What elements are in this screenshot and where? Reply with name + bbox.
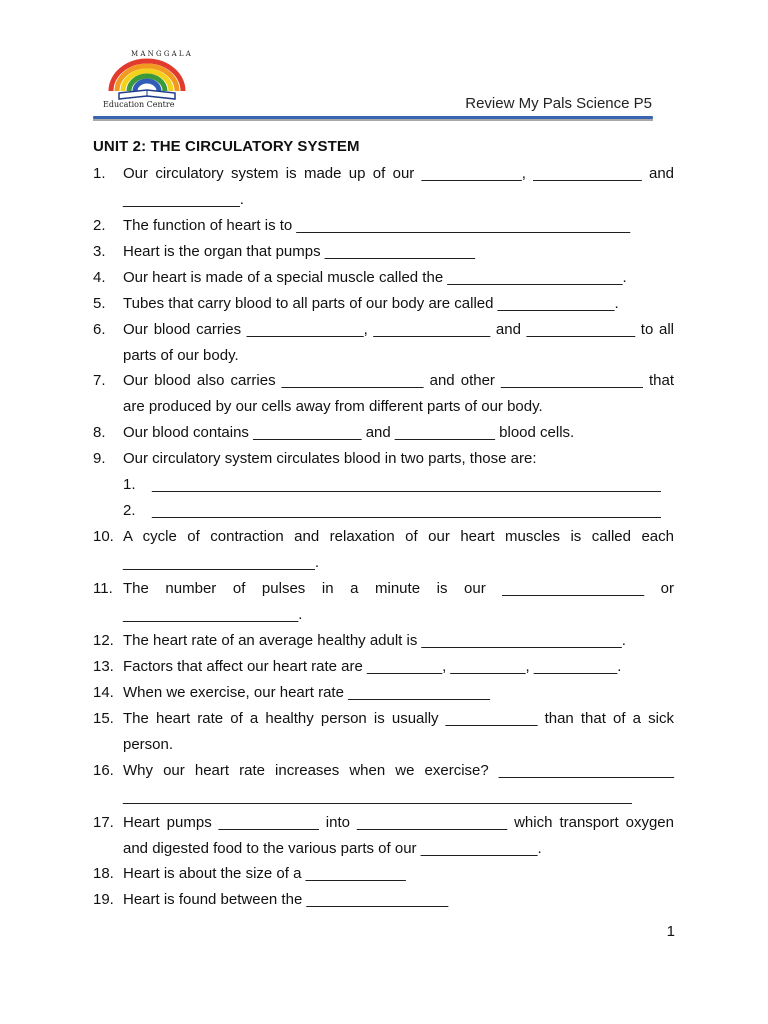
question-8 [93, 420, 674, 446]
question-text: Why our heart rate increases when we exercise? _____________________ _____________________________________________________________ [123, 762, 674, 805]
question-number: 4. [93, 269, 106, 286]
question-4 [93, 265, 674, 291]
question-number: 6. [93, 321, 106, 338]
question-text: Tubes that carry blood to all parts of our body are called ______________. [123, 295, 619, 312]
question-10 [93, 524, 674, 576]
logo-subtitle-text: Education Centre [103, 100, 175, 109]
unit-title: UNIT 2: THE CIRCULATORY SYSTEM [93, 138, 360, 155]
question-number: 9. [93, 450, 106, 467]
question-text: Heart is about the size of a ____________ [123, 865, 406, 882]
question-12 [93, 628, 674, 654]
answer-blank: _____________________________________________________________ [152, 476, 661, 493]
question-15 [93, 706, 674, 758]
question-16 [93, 758, 674, 810]
question-6 [93, 317, 674, 369]
logo-brand-letter: M A N G G A L A [131, 50, 191, 58]
question-number: 8. [93, 424, 106, 441]
question-number: 2. [93, 217, 106, 234]
subitem-number: 1. [123, 476, 136, 493]
page-number: 1 [666, 923, 675, 940]
question-number: 18. [93, 865, 114, 882]
question-text: Our heart is made of a special muscle called the _____________________. [123, 269, 627, 286]
question-7 [93, 368, 674, 420]
question-text: The heart rate of a healthy person is usually ___________ than that of a sick person. [123, 710, 674, 753]
question-3 [93, 239, 674, 265]
question-number: 14. [93, 684, 114, 701]
question-text: A cycle of contraction and relaxation of our heart muscles is called each _______________________. [123, 528, 674, 571]
question-5 [93, 291, 674, 317]
question-11 [93, 576, 674, 628]
question-14 [93, 680, 674, 706]
question-number: 1. [93, 165, 106, 182]
question-text: Our blood contains _____________ and ____________ blood cells. [123, 424, 575, 441]
question-19 [93, 887, 674, 913]
question-number: 10. [93, 528, 114, 545]
question-text: Heart is the organ that pumps __________________ [123, 243, 475, 260]
question-text: Heart is found between the _________________ [123, 891, 449, 908]
question-number: 11. [93, 580, 113, 597]
document-title: Review My Pals Science P5 [465, 95, 652, 112]
question-9-subitem-1 [123, 472, 674, 498]
question-number: 12. [93, 632, 114, 649]
question-9-subitem-2 [123, 498, 674, 524]
question-text: Factors that affect our heart rate are _________, _________, __________. [123, 658, 622, 675]
question-text: Our blood also carries _________________ and other _________________ that are produced by our cells away from different parts of our body. [123, 372, 674, 415]
question-18 [93, 861, 674, 887]
question-9 [93, 446, 674, 472]
question-number: 17. [93, 814, 114, 831]
question-17 [93, 810, 674, 862]
question-text: Our blood carries ______________, ______________ and _____________ to all parts of our body. [123, 321, 674, 364]
question-number: 16. [93, 762, 114, 779]
answer-blank: _____________________________________________________________ [152, 502, 661, 519]
question-number: 19. [93, 891, 114, 908]
question-text: Our circulatory system is made up of our ____________, _____________ and ______________. [123, 165, 674, 208]
question-number: 5. [93, 295, 106, 312]
question-text: The number of pulses in a minute is our _________________ or _____________________. [123, 580, 674, 623]
question-number: 3. [93, 243, 106, 260]
question-13 [93, 654, 674, 680]
header-rule-shadow [93, 119, 653, 121]
question-text: Heart pumps ____________ into __________________ which transport oxygen and digested food to the various parts of our ______________. [123, 814, 674, 857]
question-number: 7. [93, 372, 106, 389]
logo [93, 45, 201, 117]
question-text: Our circulatory system circulates blood in two parts, those are: [123, 450, 537, 467]
subitem-number: 2. [123, 502, 136, 519]
question-2 [93, 213, 674, 239]
question-text: The heart rate of an average healthy adult is ________________________. [123, 632, 626, 649]
question-number: 15. [93, 710, 114, 727]
question-text: When we exercise, our heart rate _________________ [123, 684, 490, 701]
question-number: 13. [93, 658, 114, 675]
question-1 [93, 161, 674, 213]
question-text: The function of heart is to ________________________________________ [123, 217, 631, 234]
